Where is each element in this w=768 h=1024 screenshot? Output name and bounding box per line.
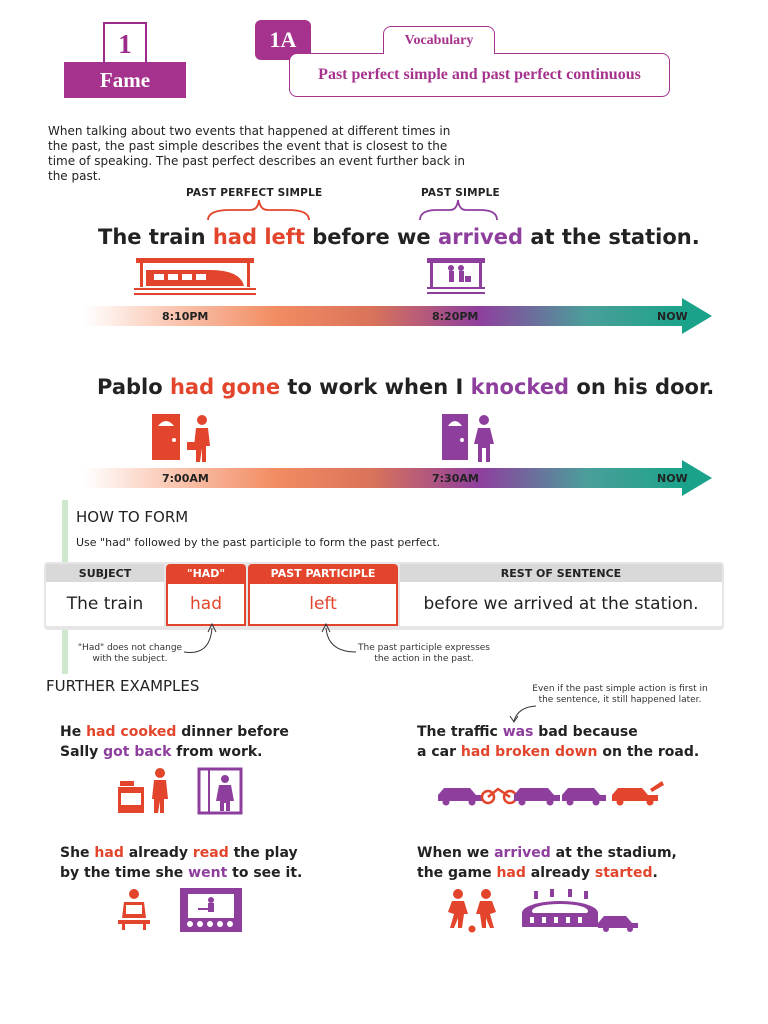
further-examples-note: Even if the past simple action is first in the sentence, it still happened later. bbox=[532, 684, 708, 705]
further-example-2: The traffic was bad because a car had broken down on the road. bbox=[417, 724, 700, 760]
timeline-1-now: NOW bbox=[657, 310, 688, 323]
vocabulary-tab[interactable]: Vocabulary bbox=[383, 26, 495, 54]
unit-title: Fame bbox=[64, 62, 186, 98]
puzzle-piece-past-participle: left bbox=[248, 582, 398, 626]
brackets bbox=[205, 198, 505, 224]
puzzle-piece-subject: The train bbox=[46, 582, 164, 626]
timeline-1-time-a: 8:10PM bbox=[162, 310, 209, 323]
unit-number: 1 bbox=[103, 22, 147, 66]
station-icon bbox=[425, 256, 487, 298]
puzzle-header-past-participle: PAST PARTICIPLE bbox=[248, 564, 398, 582]
door-and-man-icon bbox=[150, 412, 224, 464]
reading-icon bbox=[114, 888, 154, 932]
puzzle-header-rest: REST OF SENTENCE bbox=[400, 564, 722, 582]
train-icon bbox=[132, 256, 258, 298]
note-past-participle: The past participle expresses the action in the past. bbox=[358, 643, 490, 664]
label-past-simple: PAST SIMPLE bbox=[421, 187, 500, 199]
note-had: "Had" does not change with the subject. bbox=[77, 643, 183, 664]
traffic-jam-icon bbox=[436, 779, 668, 807]
example-sentence-1: The train had left before we arrived at the station. bbox=[98, 225, 700, 249]
theater-icon bbox=[178, 886, 244, 934]
topic-title: Past perfect simple and past perfect continuous bbox=[289, 53, 670, 97]
further-examples-title: FURTHER EXAMPLES bbox=[46, 677, 200, 695]
timeline-2-time-b: 7:30AM bbox=[432, 472, 479, 485]
timeline-1-time-b: 8:20PM bbox=[432, 310, 479, 323]
puzzle-header-subject: SUBJECT bbox=[46, 564, 164, 582]
stadium-and-car-icon bbox=[520, 889, 640, 933]
further-example-4: When we arrived at the stadium, the game had already started. bbox=[417, 845, 677, 881]
how-to-form-description: Use "had" followed by the past participle to form the past perfect. bbox=[76, 536, 441, 549]
football-players-icon bbox=[442, 888, 502, 934]
cooking-icon bbox=[116, 767, 176, 815]
further-example-1: He had cooked dinner before Sally got back from work. bbox=[60, 724, 289, 760]
woman-at-door-icon bbox=[197, 767, 245, 815]
example-sentence-2: Pablo had gone to work when I knocked on his door. bbox=[97, 375, 715, 399]
timeline-2-time-a: 7:00AM bbox=[162, 472, 209, 485]
puzzle-piece-had: had bbox=[166, 582, 246, 626]
timeline-2-now: NOW bbox=[657, 472, 688, 485]
further-example-3: She had already read the play by the time she went to see it. bbox=[60, 845, 303, 881]
red-brace bbox=[208, 200, 309, 220]
lesson-tag: 1A bbox=[255, 20, 311, 60]
how-to-form-title: HOW TO FORM bbox=[76, 508, 189, 526]
puzzle-header-had: "HAD" bbox=[166, 564, 246, 582]
door-and-woman-icon bbox=[440, 412, 500, 464]
intro-text: When talking about two events that happened at different times in the past, the past simple describes the event that is closest to the time of speaking. The past perfect describes an event further back in the past. bbox=[48, 124, 466, 183]
puzzle-piece-rest: before we arrived at the station. bbox=[400, 582, 722, 626]
label-past-perfect-simple: PAST PERFECT SIMPLE bbox=[186, 187, 323, 199]
purple-brace bbox=[420, 200, 497, 220]
